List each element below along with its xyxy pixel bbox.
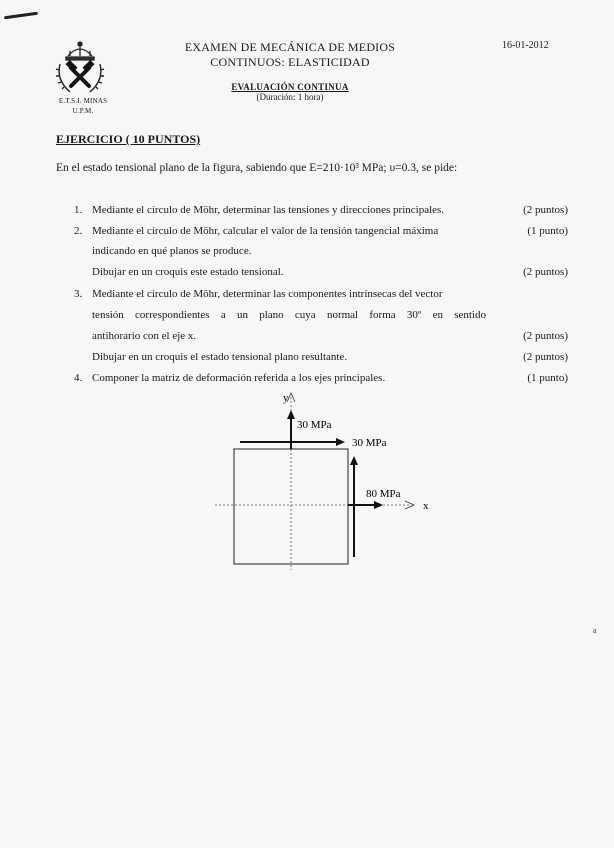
item-3-text-line-2: tensión correspondientes a un plano cuya normal forma 30º en sentido [92,309,486,321]
right-shear-stress-arrowhead [350,456,358,465]
stray-mark: a [593,626,597,635]
y-axis-label: y [283,392,289,404]
top-normal-stress-label: 30 MPa [297,419,332,431]
item-4-number: 4. [74,372,83,384]
top-normal-stress-arrowhead [287,410,295,419]
item-1-text: Mediante el círculo de Möhr, determinar las tensiones y direcciones principales. [92,204,445,216]
item-3-number: 3. [74,288,83,300]
item-2-extra-points: (2 puntos) [523,266,568,278]
exercise-intro: En el estado tensional plano de la figura, sabiendo que E=210·10³ MPa; υ=0.3, se pide: [56,162,458,174]
x-axis-label: x [423,500,429,512]
item-2-text-line-2: indicando en qué planos se produce. [92,245,252,257]
item-1-number: 1. [74,204,83,216]
item-3-text-line-1: Mediante el círculo de Möhr, determinar las componentes intrínsecas del vector [92,288,443,300]
evaluation-duration: (Duración: 1 hora) [256,92,324,102]
school-crest-logo [50,36,110,96]
item-4-points: (1 punto) [527,372,568,384]
school-name [52,96,114,116]
top-shear-stress-label: 30 MPa [352,437,387,449]
right-normal-stress-arrowhead [374,501,383,509]
exam-title [150,40,430,70]
stress-element-figure [200,385,450,575]
item-2-number: 2. [74,225,83,237]
school-line-1: E.T.S.I. MINAS [58,97,108,105]
exam-title-line-2: CONTINUOS: ELASTICIDAD [210,55,370,69]
evaluation-box [200,82,380,102]
evaluation-title: EVALUACIÓN CONTINUA [231,82,349,92]
top-shear-stress-arrowhead [336,438,345,446]
pen-mark [4,12,38,20]
item-3-extra-points: (2 puntos) [523,351,568,363]
item-2-points: (1 punto) [527,225,568,237]
exercise-heading: EJERCICIO ( 10 PUNTOS) [56,132,201,146]
school-line-2: U.P.M. [72,107,94,115]
item-3-extra-text: Dibujar en un croquis el estado tensional plano resultante. [92,351,348,363]
item-1-points: (2 puntos) [523,204,568,216]
item-2-text-line-1: Mediante el círculo de Möhr, calcular el valor de la tensión tangencial máxima [92,225,439,237]
exam-date: 16-01-2012 [502,40,549,51]
right-normal-stress-label: 80 MPa [366,488,401,500]
x-axis-arrowhead [405,501,414,509]
item-4-text: Componer la matriz de deformación referida a los ejes principales. [92,372,386,384]
exam-title-line-1: EXAMEN DE MECÁNICA DE MEDIOS [184,40,396,54]
item-3-text-line-3: antihorario con el eje x. [92,330,197,342]
item-3-points: (2 puntos) [523,330,568,342]
item-2-extra-text: Dibujar en un croquis este estado tensional. [92,266,284,278]
